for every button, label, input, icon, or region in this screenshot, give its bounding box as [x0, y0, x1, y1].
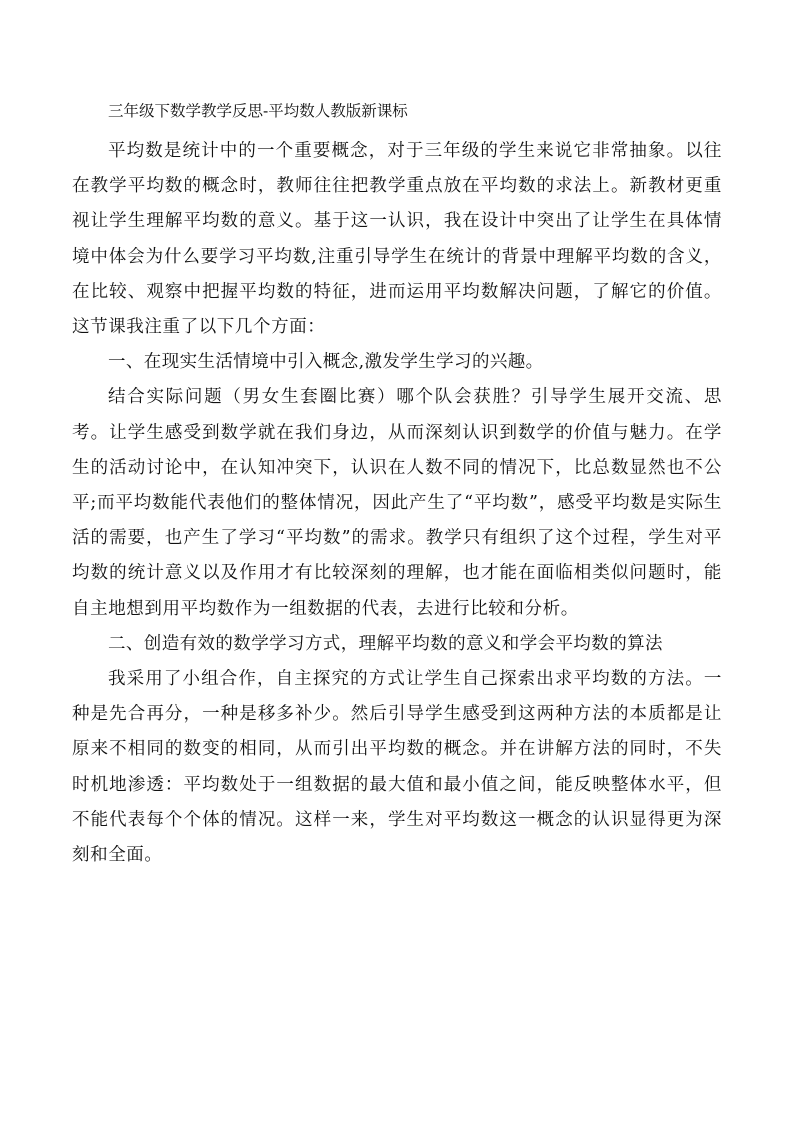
section-2-paragraph: 我采用了小组合作，自主探究的方式让学生自己探索出求平均数的方法。一种是先合再分，一种是移多补少。然后引导学生感受到这两种方法的本质都是让原来不相同的数变的相同，从而引出平均数的概念。并在讲解方法的同时，不失时机地渗透：平均数处于一组数据的最大值和最小值之间，能反映整体水平，但不能代表每个个体的情况。这样一来，学生对平均数这一概念的认识显得更为深刻和全面。	[72, 669, 722, 866]
document-title: 三年级下数学教学反思-平均数人教版新课标	[108, 102, 408, 120]
section-1-heading: 一、在现实生活情境中引入概念,激发学生学习的兴趣。	[108, 352, 544, 373]
document-body	[72, 100, 722, 873]
section-1-paragraph: 结合实际问题（男女生套圈比赛）哪个队会获胜？引导学生展开交流、思考。让学生感受到数学就在我们身边，从而深刻认识到数学的价值与魅力。在学生的活动讨论中，在认知冲突下，认识在人数不同的情况下，比总数显然也不公平;而平均数能代表他们的整体情况，因此产生了“平均数”，感受平均数是实际生活的需要，也产生了学习“平均数”的需求。教学只有组织了这个过程，学生对平均数的统计意义以及作用才有比较深刻的理解，也才能在面临相类似问题时，能自主地想到用平均数作为一组数据的代表，去进行比较和分析。	[72, 387, 722, 619]
section-2-heading: 二、创造有效的数学学习方式，理解平均数的意义和学会平均数的算法	[108, 633, 663, 654]
intro-paragraph: 平均数是统计中的一个重要概念，对于三年级的学生来说它非常抽象。以往在教学平均数的概念时，教师往往把教学重点放在平均数的求法上。新教材更重视让学生理解平均数的意义。基于这一认识，我在设计中突出了让学生在具体情境中体会为什么要学习平均数,注重引导学生在统计的背景中理解平均数的含义，在比较、观察中把握平均数的特征，进而运用平均数解决问题，了解它的价值。这节课我注重了以下几个方面：	[72, 141, 722, 338]
